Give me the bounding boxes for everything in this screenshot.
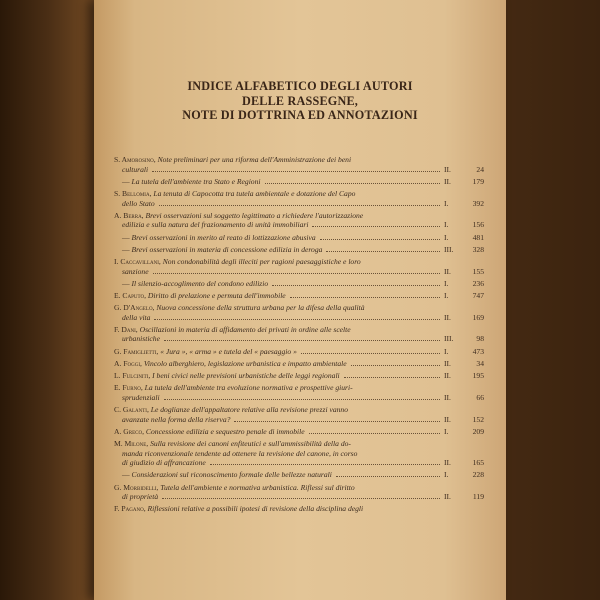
entry-text [114, 291, 286, 301]
index-entry [114, 371, 484, 381]
entry-author: F. Pagano, [114, 504, 148, 514]
entry-line [114, 415, 484, 425]
entry-title: dello Stato [122, 198, 155, 208]
entry-author: — [122, 244, 132, 254]
index-entry [114, 383, 484, 402]
dot-leader [326, 251, 440, 252]
index-entry [114, 177, 484, 187]
entry-page-number: 179 [472, 176, 484, 186]
author-index-list [114, 155, 484, 516]
entry-volume: I. [444, 278, 449, 288]
entry-author: S. Bellomia, [114, 188, 154, 198]
entry-title: di proprietà [122, 492, 159, 502]
entry-page-number: 236 [472, 278, 484, 288]
dot-leader [272, 285, 440, 286]
entry-line [114, 291, 484, 301]
entry-text [122, 199, 155, 209]
entry-text [122, 177, 261, 187]
dot-leader [312, 226, 440, 227]
dot-leader [234, 421, 440, 422]
entry-page-number: 328 [472, 244, 484, 254]
entry-line [114, 359, 484, 369]
index-entry [114, 405, 484, 424]
index-entry [114, 470, 484, 480]
entry-title: Non condonabilità degli illeciti per ragioni paesaggistiche e loro [162, 256, 361, 266]
entry-volume: II. [444, 312, 451, 322]
index-entry [114, 257, 484, 276]
entry-text [114, 257, 361, 266]
entry-author: E. Furno, [114, 383, 145, 393]
entry-title: Brevi osservazioni sul soggetto legittimato a richiedere l'autorizzazione [145, 210, 364, 220]
entry-line [114, 492, 484, 502]
entry-title: Considerazioni sul riconoscimento formale delle bellezze naturali [131, 470, 332, 480]
entry-line [114, 371, 484, 381]
dot-leader [265, 183, 440, 184]
entry-text [114, 371, 340, 381]
entry-title: urbanistiche [122, 334, 160, 344]
entry-text [114, 189, 355, 198]
entry-line [114, 189, 484, 199]
entry-line [114, 177, 484, 187]
entry-page-number: 169 [472, 312, 484, 322]
entry-line [114, 439, 484, 449]
entry-page-number: 156 [472, 220, 484, 230]
entry-page-number: 473 [472, 346, 484, 356]
entry-text [122, 458, 206, 468]
entry-title: sanzione [122, 266, 149, 276]
entry-text [122, 233, 316, 243]
entry-author: L. Fulciniti, [114, 371, 153, 380]
entry-text [122, 492, 158, 502]
index-entry [114, 233, 484, 243]
entry-author: I. Caccavillani, [114, 256, 163, 266]
entry-line [114, 279, 484, 289]
entry-title: Il silenzio-accoglimento del condono edilizio [131, 278, 269, 288]
entry-title: Brevi osservazioni in merito al reato di lottizzazione abusiva [131, 232, 316, 242]
entry-page-number: 119 [472, 492, 484, 502]
entry-line [114, 211, 484, 221]
entry-volume: II. [444, 358, 451, 368]
entry-author: S. Amorosino, [114, 155, 158, 164]
entry-volume: II. [444, 414, 451, 424]
entry-author: — [122, 176, 132, 186]
entry-title: di giudizio di affrancazione [122, 458, 206, 468]
dot-leader [152, 171, 440, 172]
entry-volume: I. [444, 220, 449, 230]
entry-line [114, 470, 484, 480]
entry-line [114, 313, 484, 323]
entry-line [114, 257, 484, 267]
entry-line [114, 267, 484, 277]
index-entry [114, 291, 484, 301]
entry-line [114, 504, 484, 514]
index-entry [114, 427, 484, 437]
entry-author: — [122, 470, 132, 480]
entry-text [122, 220, 308, 230]
entry-author: A. Greco, [114, 426, 146, 436]
entry-volume: I. [444, 198, 449, 208]
entry-volume: I. [444, 470, 449, 480]
entry-title: Riflessioni relative a possibili ipotesi di revisione della disciplina degli [147, 504, 364, 514]
entry-page-number: 747 [472, 290, 484, 300]
entry-text [122, 279, 268, 289]
entry-line [114, 155, 484, 165]
dot-leader [320, 239, 440, 240]
entry-line [114, 165, 484, 175]
title-line-1: INDICE ALFABETICO DEGLI AUTORI [187, 79, 413, 93]
entry-title: Tutela dell'ambiente e normativa urbanistica. Riflessi sul diritto [160, 482, 355, 492]
entry-title: Diritto di prelazione e permuta dell'immobile [147, 290, 286, 300]
entry-line [114, 325, 484, 335]
page-title [104, 79, 496, 123]
entry-line [114, 334, 484, 344]
entry-line [114, 427, 484, 437]
entry-title: Note preliminari per una riforma dell'Amministrazione dei beni [157, 155, 352, 164]
entry-volume: I. [444, 346, 449, 356]
dot-leader [290, 297, 440, 298]
entry-title: culturali [122, 164, 149, 174]
entry-title: Le doglianze dell'appaltatore relative alla revisione prezzi vanno [150, 404, 349, 414]
entry-volume: II. [444, 371, 451, 380]
entry-title: La tutela dell'ambiente tra evoluzione normativa e prospettive giuri- [144, 383, 353, 393]
index-entry [114, 189, 484, 208]
entry-text [122, 245, 322, 255]
entry-text [114, 303, 365, 312]
entry-text [114, 347, 297, 357]
entry-text [114, 405, 348, 414]
index-entry [114, 347, 484, 357]
entry-author: G. D'Angelo, [114, 303, 157, 313]
entry-page-number: 165 [472, 458, 484, 468]
entry-text [122, 470, 332, 480]
entry-title: I beni civici nelle previsioni urbanistiche delle leggi regionali [152, 371, 340, 380]
entry-author: A. Foggi, [114, 358, 144, 368]
dot-leader [159, 205, 440, 206]
entry-title: Vincolo alberghiero, legislazione urbanistica e impatto ambientale [143, 358, 347, 368]
index-entry [114, 245, 484, 255]
entry-page-number: 34 [476, 358, 484, 368]
entry-text [122, 313, 150, 323]
index-entry [114, 359, 484, 369]
entry-volume: III. [444, 244, 454, 254]
entry-author: G. Morbidelli, [114, 482, 161, 492]
entry-line [114, 393, 484, 403]
entry-line [114, 220, 484, 230]
entry-volume: III. [444, 334, 454, 344]
entry-author: — [122, 232, 132, 242]
entry-line [114, 405, 484, 415]
entry-text [122, 165, 148, 175]
entry-author: A. Berra, [114, 210, 146, 220]
title-line-3: NOTE DI DOTTRINA ED ANNOTAZIONI [182, 108, 418, 122]
entry-volume: II. [444, 492, 451, 502]
entry-author: — [122, 278, 132, 288]
entry-author: C. Galanti, [114, 404, 151, 414]
entry-page-number: 392 [472, 198, 484, 208]
entry-page-number: 24 [476, 164, 484, 174]
entry-volume: I. [444, 232, 449, 242]
entry-line [114, 303, 484, 313]
title-line-2: DELLE RASSEGNE, [241, 93, 359, 108]
dot-leader [351, 365, 440, 366]
entry-text [114, 155, 351, 164]
dot-leader [154, 319, 440, 320]
entry-title: Concessione edilizia e sequestro penale di immobile [145, 426, 305, 436]
entry-title: avanzate nella forma della riserva? [122, 414, 231, 424]
entry-line [114, 233, 484, 243]
entry-author: M. Milone, [114, 438, 151, 448]
entry-text [122, 334, 160, 344]
entry-text [122, 415, 230, 425]
entry-text [114, 427, 305, 437]
index-entry [114, 279, 484, 289]
entry-title: La tutela dell'ambiente tra Stato e Regioni [131, 176, 261, 186]
entry-text [114, 211, 363, 220]
book-page [94, 0, 506, 600]
entry-text [114, 439, 351, 448]
entry-line [114, 347, 484, 357]
entry-text [122, 449, 357, 458]
entry-page-number: 209 [472, 426, 484, 436]
entry-title: della vita [122, 312, 151, 322]
entry-line [114, 245, 484, 255]
entry-line [114, 449, 484, 459]
entry-author: G. Famiglietti, [114, 346, 161, 356]
entry-title: manda riconvenzionale tendente ad ottenere la revisione del canone, in corso [122, 448, 358, 458]
dot-leader [162, 498, 440, 499]
entry-text [114, 483, 355, 492]
entry-volume: II. [444, 392, 451, 402]
dot-leader [344, 377, 440, 378]
entry-title: Oscillazioni in materia di affidamento dei privati in ordine alle scelte [139, 324, 351, 334]
entry-page-number: 481 [472, 232, 484, 242]
entry-volume: II. [444, 176, 451, 186]
entry-text [114, 325, 351, 334]
entry-page-number: 98 [476, 334, 484, 344]
entry-author: F. Dani, [114, 324, 140, 334]
index-entry [114, 439, 484, 468]
entry-page-number: 228 [472, 470, 484, 480]
entry-volume: II. [444, 164, 451, 174]
dot-leader [164, 340, 440, 341]
entry-line [114, 483, 484, 493]
entry-title: La tenuta di Capocotta tra tutela ambientale e dotazione del Capo [153, 188, 356, 198]
dot-leader [336, 476, 440, 477]
entry-author: E. Caputo, [114, 290, 148, 300]
index-entry [114, 211, 484, 230]
entry-text [122, 393, 160, 403]
entry-title: « Jura », « arma » e tutela del « paesaggio » [160, 346, 297, 356]
entry-title: sprudenziali [122, 392, 160, 402]
dot-leader [210, 464, 440, 465]
index-entry [114, 325, 484, 344]
index-entry [114, 303, 484, 322]
entry-volume: I. [444, 426, 449, 436]
entry-text [114, 504, 363, 513]
entry-title: Brevi osservazioni in materia di concessione edilizia in deroga [131, 244, 323, 254]
dot-leader [153, 273, 440, 274]
index-entry [114, 483, 484, 502]
entry-title: Sulla revisione dei canoni enfiteutici e sull'ammissibilità della do- [150, 438, 351, 448]
entry-page-number: 152 [472, 414, 484, 424]
index-entry [114, 504, 484, 514]
dot-leader [301, 353, 440, 354]
entry-title: Nuova concessione della struttura urbana per la difesa della qualità [156, 303, 365, 313]
entry-text [122, 267, 149, 277]
entry-volume: II. [444, 266, 451, 276]
entry-page-number: 155 [472, 266, 484, 276]
entry-title: edilizia e sulla natura del frazionamento di unità immobiliari [122, 220, 309, 230]
entry-volume: I. [444, 290, 449, 300]
entry-text [114, 359, 347, 369]
entry-page-number: 66 [476, 392, 484, 402]
entry-line [114, 199, 484, 209]
entry-text [114, 383, 353, 392]
entry-line [114, 458, 484, 468]
dot-leader [164, 399, 440, 400]
entry-volume: II. [444, 458, 451, 468]
entry-line [114, 383, 484, 393]
dot-leader [309, 433, 440, 434]
index-entry [114, 155, 484, 174]
entry-page-number: 195 [472, 371, 484, 380]
